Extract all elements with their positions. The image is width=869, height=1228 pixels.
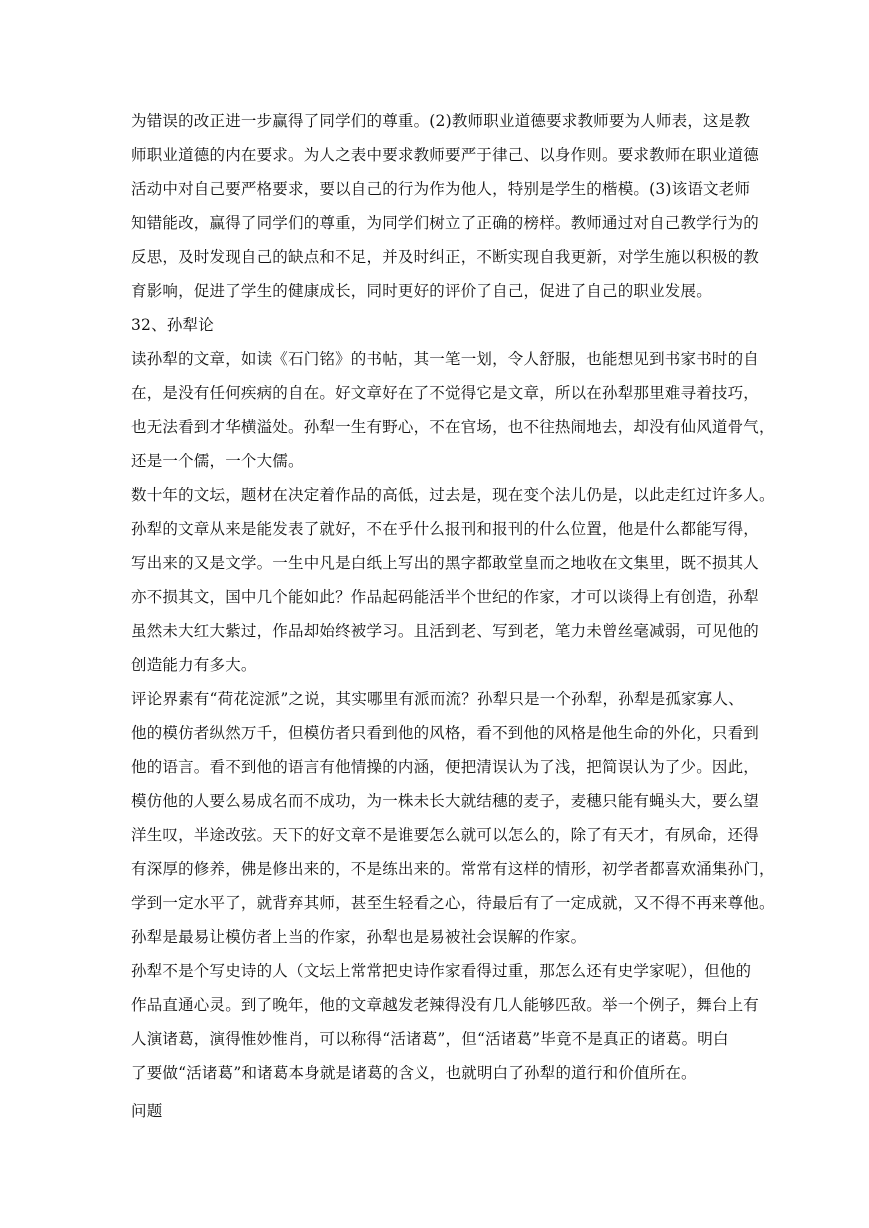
text-line: 孙犁是最易让模仿者上当的作家，孙犁也是易被社会误解的作家。 [131, 928, 587, 946]
text-line: 他的语言。看不到他的语言有他情操的内涵，便把清误认为了浅，把简误认为了少。因此， [131, 758, 760, 776]
text-line: 读孙犁的文章，如读《石门铭》的书帖，其一笔一划，令人舒服，也能想见到书家书时的自 [131, 350, 760, 368]
text-line: 人演诸葛，演得惟妙惟肖，可以称得“活诸葛”，但“活诸葛”毕竟不是真正的诸葛。明白 [131, 1030, 729, 1048]
text-line: 育影响，促进了学生的健康成长，同时更好的评价了自己，促进了自己的职业发展。 [131, 282, 712, 300]
text-line: 有深厚的修养，佛是修出来的，不是练出来的。常常有这样的情形，初学者都喜欢涌集孙门， [131, 860, 775, 878]
paragraph-4 [131, 954, 760, 1090]
text-line: 创造能力有多大。 [131, 656, 257, 674]
text-line: 数十年的文坛，题材在决定着作品的高低，过去是，现在变个法儿仍是，以此走红过许多人。 [131, 486, 775, 504]
text-line: 虽然未大红大紫过，作品却始终被学习。且活到老、写到老，笔力未曾丝毫减弱，可见他的 [131, 622, 760, 640]
text-line: 亦不损其文，国中几个能如此？作品起码能活半个世纪的作家，才可以谈得上有创造，孙犁 [131, 588, 760, 606]
paragraph-intro [131, 104, 760, 308]
text-line: 孙犁的文章从来是能发表了就好，不在乎什么报刊和报刊的什么位置，他是什么都能写得， [131, 520, 760, 538]
text-line: 师职业道德的内在要求。为人之表中要求教师要严于律己、以身作则。要求教师在职业道德 [131, 146, 760, 164]
text-line: 模仿他的人要么易成名而不成功，为一株未长大就结穗的麦子，麦穗只能有蝇头大，要么望 [131, 792, 760, 810]
text-line: 还是一个儒，一个大儒。 [131, 452, 304, 470]
paragraph-2 [131, 478, 775, 682]
text-line: 活动中对自己要严格要求，要以自己的行为作为他人，特别是学生的楷模。(3)该语文老师 [131, 180, 751, 198]
text-line: 评论界素有“荷花淀派”之说，其实哪里有派而流？孙犁只是一个孙犁，孙犁是孤家寡人、 [131, 690, 744, 708]
text-line: 也无法看到才华横溢处。孙犁一生有野心，不在官场，也不往热闹地去，却没有仙风道骨气， [131, 418, 775, 436]
text-line: 了要做“活诸葛”和诸葛本身就是诸葛的含义，也就明白了孙犁的道行和价值所在。 [131, 1064, 697, 1082]
text-line: 洋生叹，半途改弦。天下的好文章不是谁要怎么就可以怎么的，除了有天才，有夙命，还得 [131, 826, 760, 844]
question-label: 问题 [131, 1102, 163, 1120]
paragraph-1 [131, 342, 775, 478]
paragraph-3 [131, 682, 775, 954]
section-title: 32、孙犁论 [131, 316, 214, 334]
text-line: 学到一定水平了，就背弃其师，甚至生轻看之心，待最后有了一定成就，又不得不再来尊他。 [131, 894, 775, 912]
text-line: 作品直通心灵。到了晚年，他的文章越发老辣得没有几人能够匹敌。举一个例子，舞台上有 [131, 996, 760, 1014]
text-line: 写出来的又是文学。一生中凡是白纸上写出的黑字都敢堂皇而之地收在文集里，既不损其人 [131, 554, 760, 572]
text-line: 在，是没有任何疾病的自在。好文章好在了不觉得它是文章，所以在孙犁那里难寻着技巧， [131, 384, 760, 402]
document-page [131, 104, 775, 1128]
text-line: 反思，及时发现自己的缺点和不足，并及时纠正，不断实现自我更新，对学生施以积极的教 [131, 248, 760, 266]
text-line: 他的模仿者纵然万千，但模仿者只看到他的风格，看不到他的风格是他生命的外化，只看到 [131, 724, 760, 742]
text-line: 孙犁不是个写史诗的人（文坛上常常把史诗作家看得过重，那怎么还有史学家呢），但他的 [131, 962, 752, 980]
text-line: 为错误的改正进一步赢得了同学们的尊重。(2)教师职业道德要求教师要为人师表，这是教 [131, 112, 751, 130]
text-line: 知错能改，赢得了同学们的尊重，为同学们树立了正确的榜样。教师通过对自己教学行为的 [131, 214, 760, 232]
